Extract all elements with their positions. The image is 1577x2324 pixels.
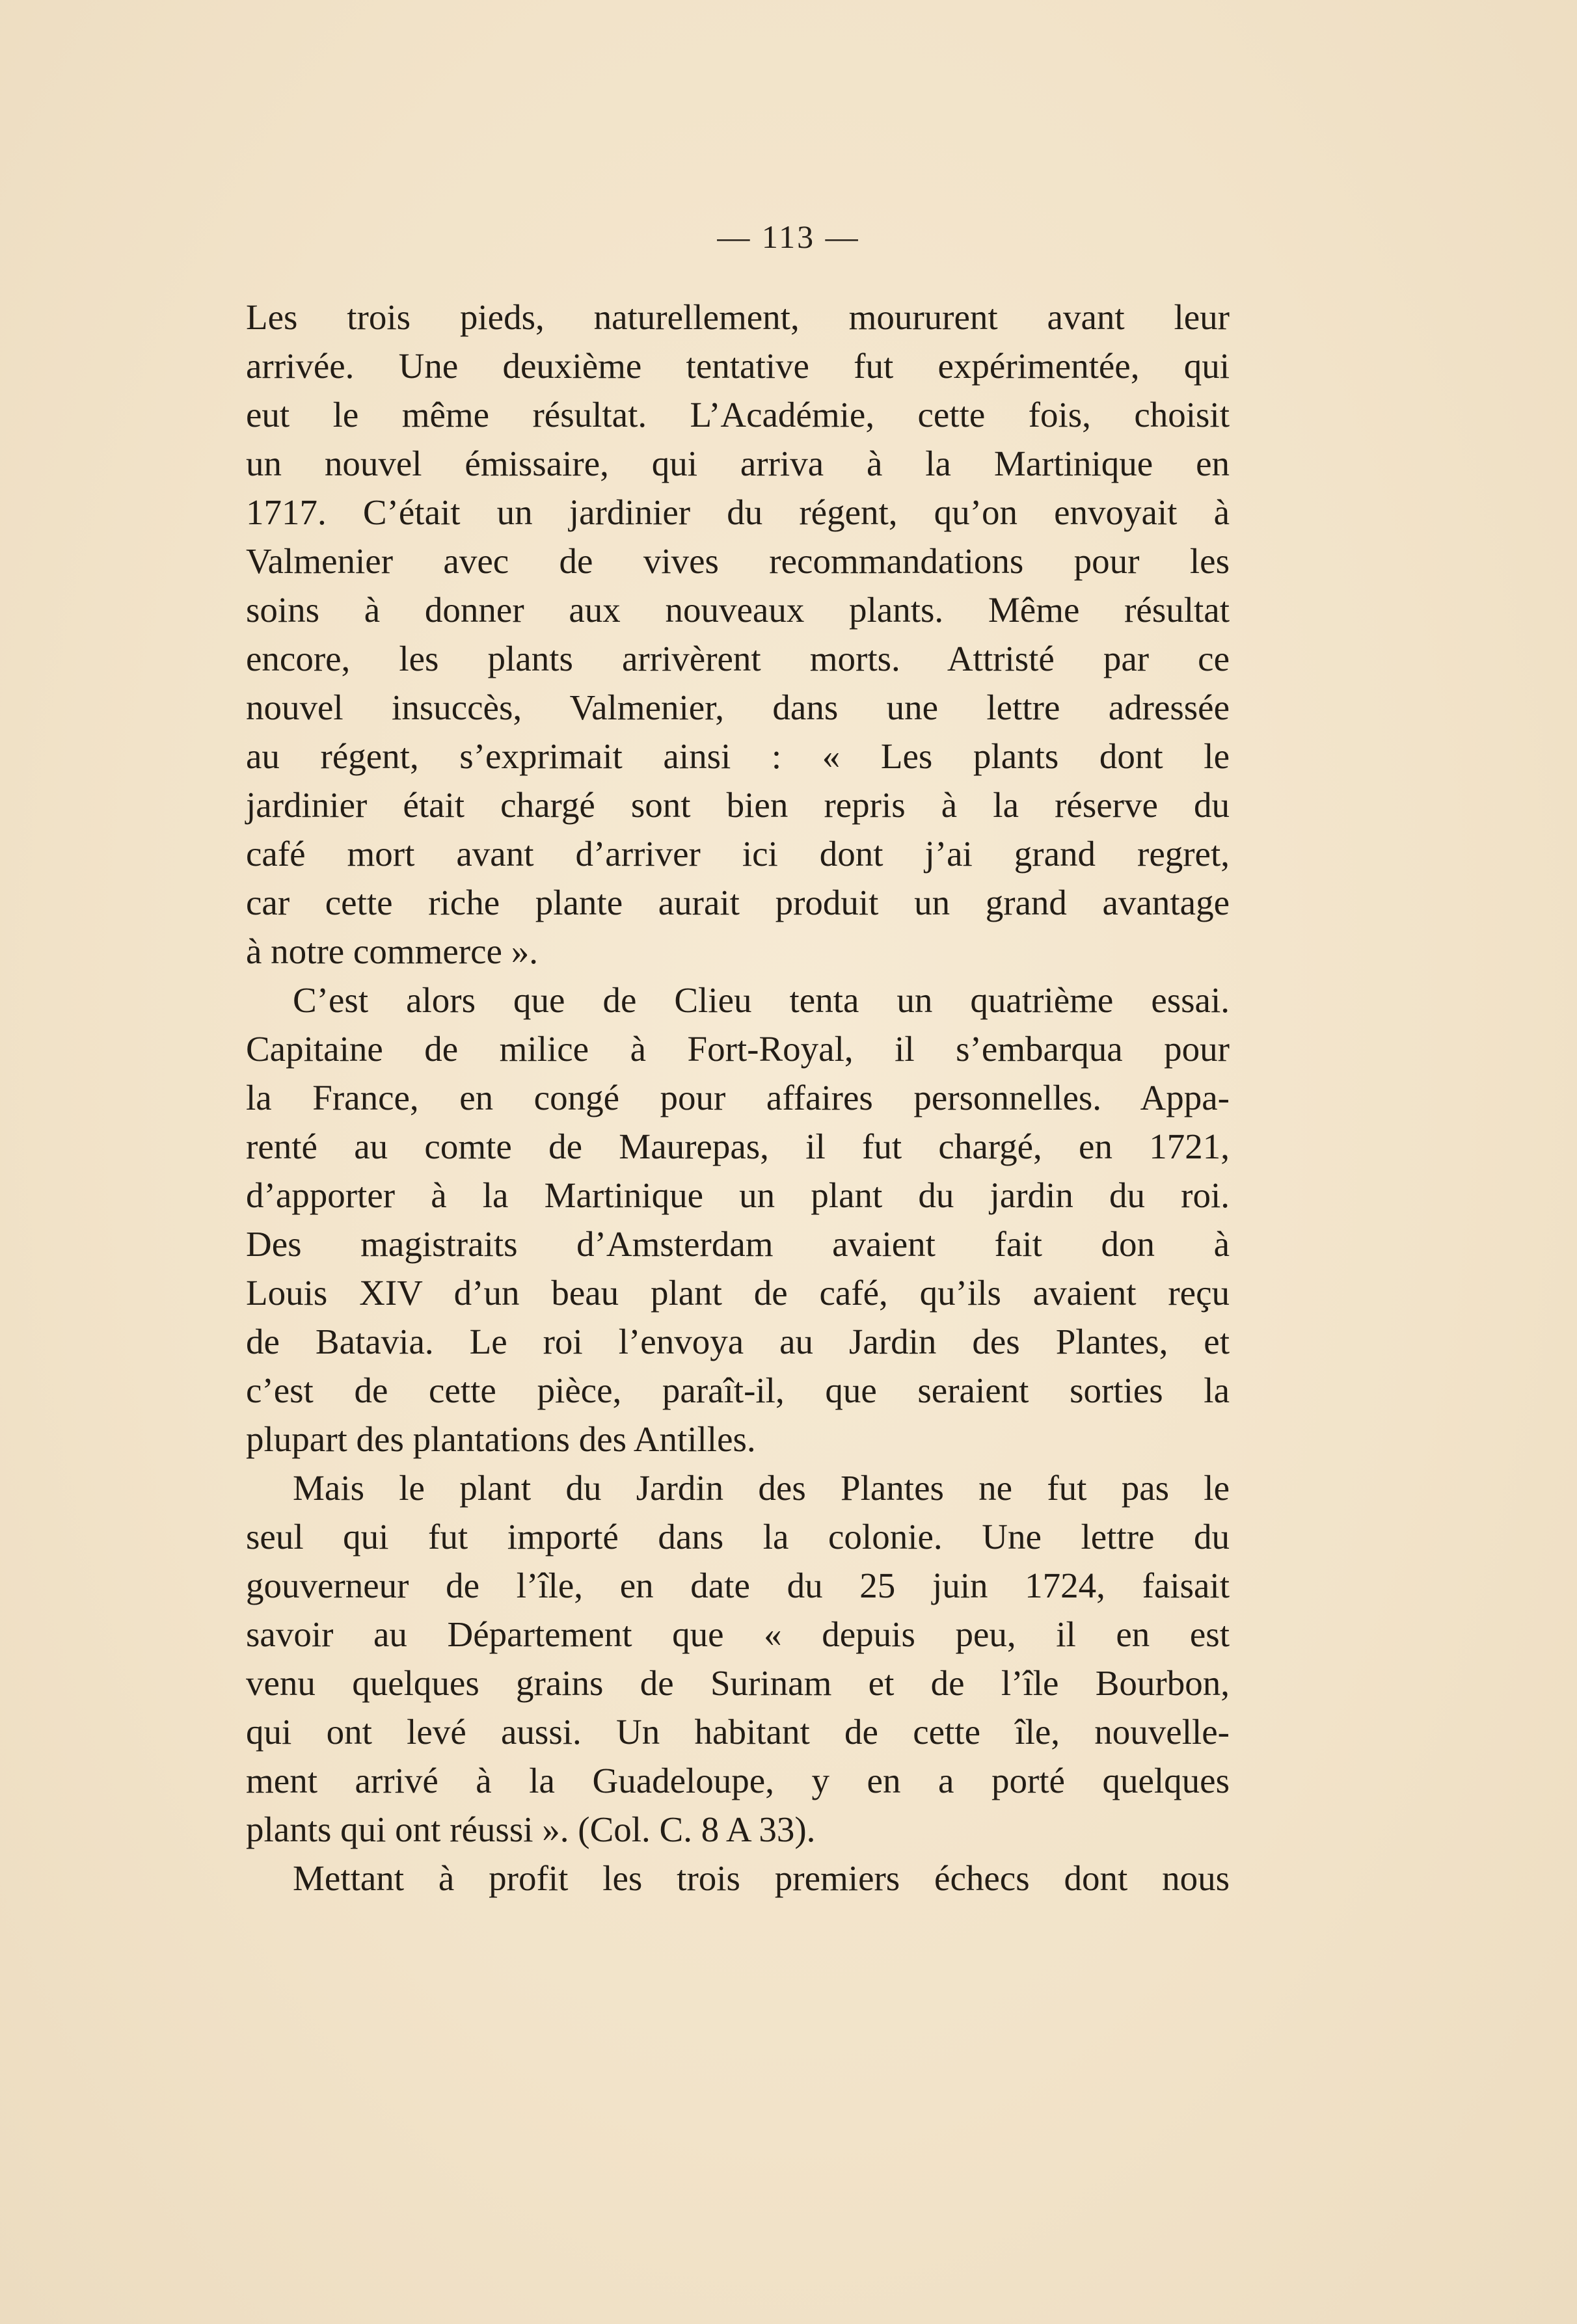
- text-line: d’apporter à la Martinique un plant du jardin du roi.: [246, 1175, 1230, 1215]
- text-line: plupart des plantations des Antilles.: [246, 1419, 756, 1459]
- text-line: qui ont levé aussi. Un habitant de cette île, nouvelle-: [246, 1712, 1230, 1752]
- text-line: de Batavia. Le roi l’envoya au Jardin des Plantes, et: [246, 1322, 1230, 1361]
- text-line: c’est de cette pièce, paraît-il, que seraient sorties la: [246, 1370, 1230, 1410]
- text-line: car cette riche plante aurait produit un grand avantage: [246, 883, 1230, 922]
- text-line: Capitaine de milice à Fort-Royal, il s’embarqua pour: [246, 1029, 1230, 1069]
- text-line: la France, en congé pour affaires personnelles. Appa-: [246, 1078, 1230, 1117]
- text-line: arrivée. Une deuxième tentative fut expérimentée, qui: [246, 346, 1230, 386]
- text-line: au régent, s’exprimait ainsi : « Les plants dont le: [246, 736, 1230, 776]
- text-line: plants qui ont réussi ». (Col. C. 8 A 33).: [246, 1810, 816, 1849]
- text-line: Louis XIV d’un beau plant de café, qu’ils avaient reçu: [246, 1273, 1230, 1313]
- page-number: — 113 —: [717, 219, 860, 255]
- text-line: Mettant à profit les trois premiers échecs dont nous: [293, 1858, 1230, 1898]
- text-line: renté au comte de Maurepas, il fut chargé, en 1721,: [246, 1127, 1230, 1166]
- text-line: C’est alors que de Clieu tenta un quatrième essai.: [293, 980, 1230, 1020]
- text-line: à notre commerce ».: [246, 931, 538, 971]
- text-line: Mais le plant du Jardin des Plantes ne fut pas le: [293, 1468, 1230, 1508]
- text-line: savoir au Département que « depuis peu, il en est: [246, 1614, 1230, 1654]
- text-line: nouvel insuccès, Valmenier, dans une lettre adressée: [246, 688, 1230, 727]
- text-line: encore, les plants arrivèrent morts. Attristé par ce: [246, 639, 1230, 678]
- text-line: Des magistraits d’Amsterdam avaient fait don à: [246, 1224, 1230, 1264]
- text-line: seul qui fut importé dans la colonie. Une lettre du: [246, 1517, 1230, 1556]
- body-text: [246, 293, 1230, 1903]
- text-line: café mort avant d’arriver ici dont j’ai grand regret,: [246, 834, 1230, 874]
- text-line: ment arrivé à la Guadeloupe, y en a porté quelques: [246, 1761, 1230, 1800]
- text-line: venu quelques grains de Surinam et de l’île Bourbon,: [246, 1663, 1230, 1703]
- text-line: Valmenier avec de vives recommandations pour les: [246, 541, 1230, 581]
- text-line: un nouvel émissaire, qui arriva à la Martinique en: [246, 444, 1230, 483]
- text-line: jardinier était chargé sont bien repris à la réserve du: [246, 785, 1230, 825]
- text-line: eut le même résultat. L’Académie, cette fois, choisit: [246, 395, 1230, 434]
- text-line: 1717. C’était un jardinier du régent, qu’on envoyait à: [246, 492, 1230, 532]
- text-line: soins à donner aux nouveaux plants. Même résultat: [246, 590, 1230, 630]
- text-line: Les trois pieds, naturellement, moururent avant leur: [246, 297, 1230, 337]
- text-line: gouverneur de l’île, en date du 25 juin 1724, faisait: [246, 1566, 1230, 1605]
